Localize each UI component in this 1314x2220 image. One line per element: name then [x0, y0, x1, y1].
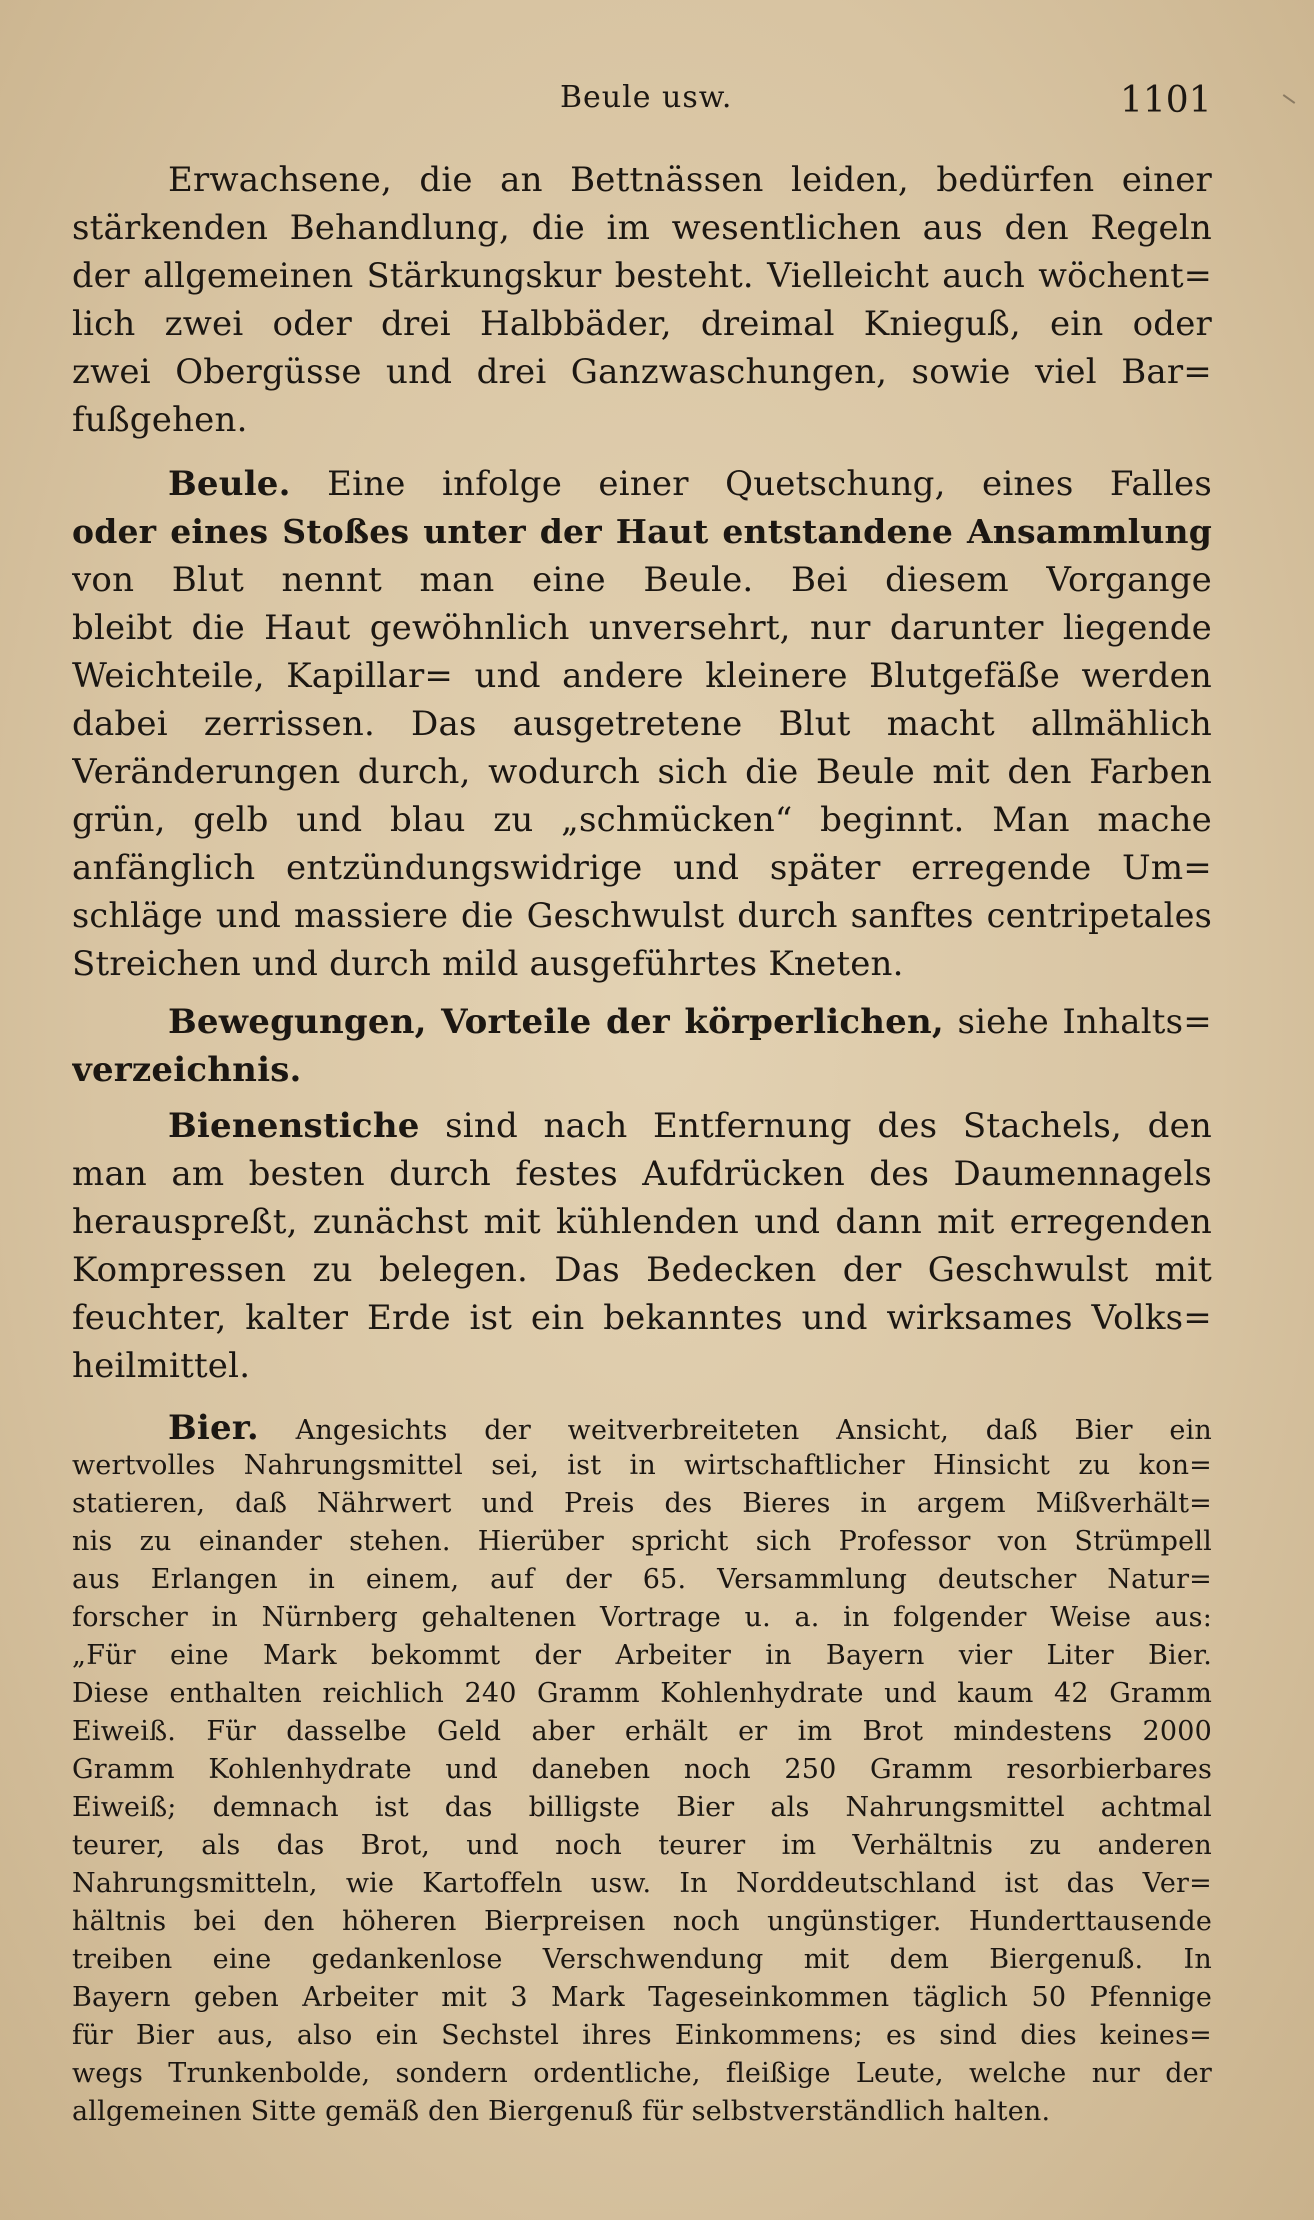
text-line: fußgehen.: [72, 400, 248, 440]
text-line: hältnis bei den höheren Bierpreisen noch ungünstiger. Hunderttausende: [72, 1906, 1212, 1937]
entry-first-line: [168, 464, 1212, 504]
text-line: anfänglich entzündungswidrige und später erregende Um=: [72, 848, 1212, 888]
running-title: Beule usw.: [560, 80, 733, 115]
entry-term: Bewegungen, Vorteile der körperlichen,: [168, 1002, 944, 1042]
text-line: Nahrungsmitteln, wie Kartoffeln usw. In Norddeutschland ist das Ver=: [72, 1868, 1212, 1899]
running-head: [0, 80, 1314, 120]
text-line: für Bier aus, also ein Sechstel ihres Einkommens; es sind dies keines=: [72, 2020, 1212, 2051]
text-line: Erwachsene, die an Bettnässen leiden, bedürfen einer: [168, 160, 1212, 200]
text-line: teurer, als das Brot, und noch teurer im Verhältnis zu anderen: [72, 1830, 1212, 1861]
text-line: stärkenden Behandlung, die im wesentlichen aus den Regeln: [72, 208, 1212, 248]
text-line: herauspreßt, zunächst mit kühlenden und dann mit erregenden: [72, 1202, 1212, 1242]
text-line: allgemeinen Sitte gemäß den Biergenuß für selbstverständlich halten.: [72, 2096, 1051, 2127]
text-line: aus Erlangen in einem, auf der 65. Versammlung deutscher Natur=: [72, 1564, 1212, 1595]
text-line: Gramm Kohlenhydrate und daneben noch 250 Gramm resorbierbares: [72, 1754, 1212, 1785]
text-line: von Blut nennt man eine Beule. Bei diesem Vorgange: [72, 560, 1212, 600]
entry-first-line: [168, 1106, 1212, 1146]
text-line: grün, gelb und blau zu „schmücken“ beginnt. Man mache: [72, 800, 1212, 840]
text-line: schläge und massiere die Geschwulst durch sanftes centripetales: [72, 896, 1212, 935]
text-line: Bayern geben Arbeiter mit 3 Mark Tageseinkommen täglich 50 Pfennige: [72, 1982, 1212, 2013]
text-line: Kompressen zu belegen. Das Bedecken der Geschwulst mit: [72, 1250, 1212, 1290]
page-number: 1101: [1120, 80, 1212, 121]
entry-text: Eine infolge einer Quetschung, eines Falles: [327, 464, 1212, 504]
text-line: nis zu einander stehen. Hierüber spricht sich Professor von Strümpell: [72, 1526, 1212, 1557]
entry-first-line: [168, 1002, 1212, 1042]
text-line: verzeichnis.: [72, 1050, 302, 1090]
text-line: treiben eine gedankenlose Verschwendung mit dem Biergenuß. In: [72, 1944, 1212, 1975]
text-line: wegs Trunkenbolde, sondern ordentliche, fleißige Leute, welche nur der: [72, 2058, 1212, 2089]
text-line: oder eines Stoßes unter der Haut entstandene Ansammlung: [72, 512, 1212, 551]
text-line: dabei zerrissen. Das ausgetretene Blut macht allmählich: [72, 704, 1212, 744]
text-line: Weichteile, Kapillar= und andere kleinere Blutgefäße werden: [72, 656, 1212, 696]
entry-term: Bier.: [168, 1408, 259, 1448]
text-line: Veränderungen durch, wodurch sich die Beule mit den Farben: [72, 752, 1212, 792]
text-line: bleibt die Haut gewöhnlich unversehrt, nur darunter liegende: [72, 608, 1212, 648]
text-line: Eiweiß. Für dasselbe Geld aber erhält er im Brot mindestens 2000: [72, 1716, 1212, 1747]
text-line: Streichen und durch mild ausgeführtes Kneten.: [72, 944, 904, 984]
text-line: statieren, daß Nährwert und Preis des Bieres in argem Mißverhält=: [72, 1488, 1212, 1519]
entry-text: Angesichts der weitverbreiteten Ansicht, daß Bier ein: [295, 1415, 1212, 1446]
text-line: Eiweiß; demnach ist das billigste Bier als Nahrungsmittel achtmal: [72, 1792, 1212, 1823]
text-line: der allgemeinen Stärkungskur besteht. Vielleicht auch wöchent=: [72, 256, 1212, 295]
text-line: Diese enthalten reichlich 240 Gramm Kohlenhydrate und kaum 42 Gramm: [72, 1678, 1212, 1709]
text-line: feuchter, kalter Erde ist ein bekanntes und wirksames Volks=: [72, 1298, 1212, 1338]
entry-text: sind nach Entfernung des Stachels, den: [445, 1106, 1212, 1146]
text-line: zwei Obergüsse und drei Ganzwaschungen, sowie viel Bar=: [72, 352, 1212, 392]
entry-term: Beule.: [168, 464, 291, 504]
entry-term: Bienenstiche: [168, 1106, 420, 1146]
text-line: forscher in Nürnberg gehaltenen Vortrage u. a. in folgender Weise aus:: [72, 1602, 1212, 1633]
text-line: man am besten durch festes Aufdrücken des Daumennagels: [72, 1154, 1212, 1194]
entry-first-line: [168, 1408, 1212, 1448]
entry-text: siehe Inhalts=: [957, 1002, 1212, 1042]
text-line: wertvolles Nahrungsmittel sei, ist in wirtschaftlicher Hinsicht zu kon=: [72, 1450, 1212, 1481]
text-line: heilmittel.: [72, 1346, 251, 1386]
text-line: lich zwei oder drei Halbbäder, dreimal Knieguß, ein oder: [72, 304, 1212, 344]
text-line: „Für eine Mark bekommt der Arbeiter in Bayern vier Liter Bier.: [72, 1640, 1212, 1671]
